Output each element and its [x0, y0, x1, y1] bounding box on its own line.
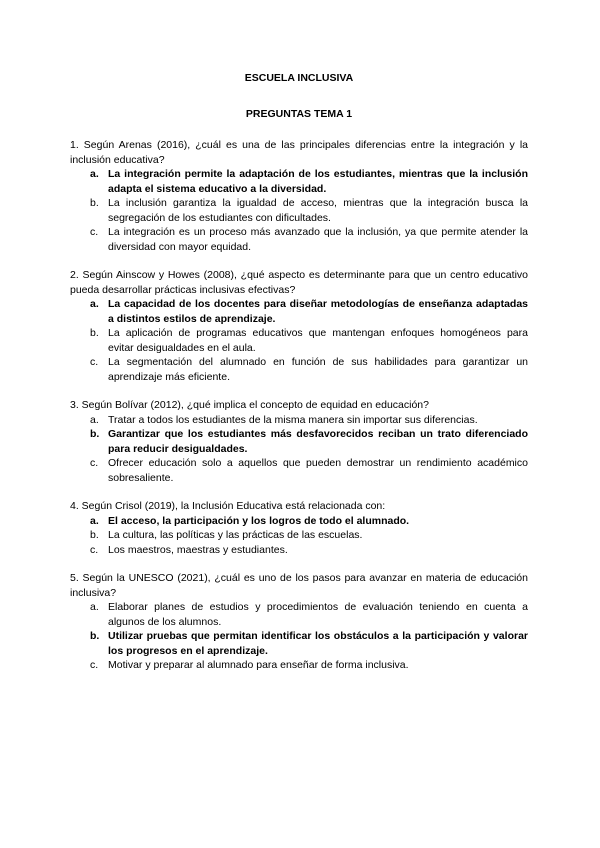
question-1	[70, 138, 528, 254]
question-list	[70, 138, 528, 673]
question-5	[70, 571, 528, 673]
answer-option-correct	[70, 514, 528, 529]
option-letter: b.	[90, 428, 100, 440]
document-subtitle: PREGUNTAS TEMA 1	[245, 108, 353, 120]
answer-option	[70, 658, 528, 673]
answer-options	[70, 167, 528, 254]
answer-options	[70, 297, 528, 384]
option-text: La segmentación del alumnado en función de sus habilidades para garantizar un aprendizaje más eficiente.	[108, 356, 528, 383]
question-4	[70, 499, 528, 557]
option-letter: c.	[90, 659, 99, 671]
question-text: 4. Según Crisol (2019), la Inclusión Educativa está relacionada con:	[70, 500, 386, 512]
option-text: Elaborar planes de estudios y procedimientos de evaluación teniendo en cuenta a algunos de los alumnos.	[108, 601, 528, 628]
option-text: Motivar y preparar al alumnado para enseñar de forma inclusiva.	[108, 659, 409, 671]
answer-option	[70, 355, 528, 384]
option-text: Los maestros, maestras y estudiantes.	[108, 543, 288, 556]
option-letter: c.	[90, 457, 99, 469]
option-text: Ofrecer educación solo a aquellos que pueden demostrar un rendimiento académico sobresaliente.	[108, 457, 528, 484]
option-letter: b.	[90, 327, 99, 339]
document-title: ESCUELA INCLUSIVA	[244, 72, 354, 84]
question-text: 1. Según Arenas (2016), ¿cuál es una de las principales diferencias entre la integración y la inclusión educativa?	[70, 139, 528, 166]
option-text: La cultura, las políticas y las prácticas de las escuelas.	[108, 529, 363, 541]
answer-option-correct	[70, 167, 528, 196]
option-letter: a.	[90, 413, 99, 426]
question-text: 3. Según Bolívar (2012), ¿qué implica el concepto de equidad en educación?	[70, 399, 429, 411]
answer-option	[70, 600, 528, 629]
question-text: 2. Según Ainscow y Howes (2008), ¿qué aspecto es determinante para que un centro educativo pueda desarrollar prácticas inclusivas efectivas?	[70, 269, 528, 296]
option-text: Garantizar que los estudiantes más desfavorecidos reciban un trato diferenciado para reducir desigualdades.	[108, 428, 528, 455]
answer-options	[70, 413, 528, 486]
option-text: La aplicación de programas educativos que mantengan enfoques homogéneos para evitar desigualdades en el aula.	[108, 327, 528, 354]
answer-option	[70, 196, 528, 225]
answer-option	[70, 225, 528, 254]
option-letter: c.	[90, 543, 99, 556]
option-letter: b.	[90, 529, 99, 541]
answer-option	[70, 456, 528, 485]
option-letter: c.	[90, 356, 99, 368]
option-letter: a.	[90, 601, 99, 613]
option-letter: b.	[90, 197, 99, 209]
answer-option	[70, 543, 528, 558]
option-text: Utilizar pruebas que permitan identificar los obstáculos a la participación y valorar los progresos en el aprendizaje.	[108, 630, 528, 657]
answer-option	[70, 326, 528, 355]
option-text: Tratar a todos los estudiantes de la misma manera sin importar sus diferencias.	[108, 413, 478, 426]
question-3	[70, 398, 528, 485]
option-letter: c.	[90, 226, 99, 238]
answer-options	[70, 514, 528, 558]
answer-option	[70, 413, 528, 428]
option-letter: a.	[90, 298, 99, 310]
option-text: La capacidad de los docentes para diseñar metodologías de enseñanza adaptadas a distintos estilos de aprendizaje.	[108, 298, 528, 325]
option-text: La integración es un proceso más avanzado que la inclusión, ya que permite atender la diversidad con mayor equidad.	[108, 226, 528, 253]
answer-options	[70, 600, 528, 673]
answer-option-correct	[70, 629, 528, 658]
question-2	[70, 268, 528, 384]
option-text: La integración permite la adaptación de los estudiantes, mientras que la inclusión adapta el sistema educativo a la diversidad.	[108, 168, 528, 195]
answer-option-correct	[70, 297, 528, 326]
option-text: La inclusión garantiza la igualdad de acceso, mientras que la integración busca la segregación de los estudiantes con dificultades.	[108, 197, 528, 224]
option-letter: a.	[90, 168, 99, 180]
document-page	[70, 72, 528, 687]
answer-option	[70, 528, 528, 543]
option-letter: a.	[90, 514, 99, 527]
answer-option-correct	[70, 427, 528, 456]
option-letter: b.	[90, 630, 100, 642]
option-text: El acceso, la participación y los logros de todo el alumnado.	[108, 514, 410, 527]
question-text: 5. Según la UNESCO (2021), ¿cuál es uno de los pasos para avanzar en materia de educación inclusiva?	[70, 572, 528, 599]
